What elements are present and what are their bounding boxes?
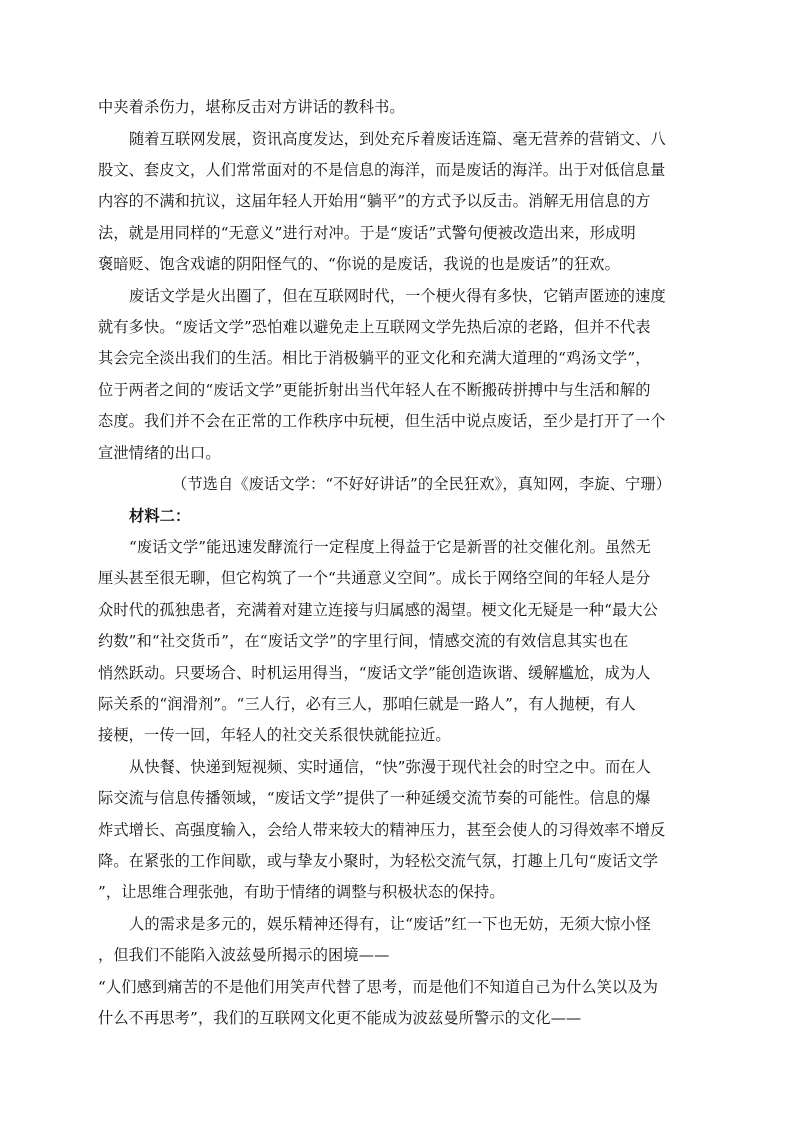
text-line: 股文、套皮文，人们常常面对的不是信息的海洋，而是废话的海洋。出于对低信息量 — [98, 161, 666, 179]
source-citation: （节选自《废话文学：“不好好讲话”的全民狂欢》，真知网，李旋、宁珊） — [172, 475, 672, 493]
text-line: 人的需求是多元的，娱乐精神还得有，让“废话”红一下也无妨，无须大惊小怪 — [129, 915, 651, 933]
text-line: 就有多快。“废话文学”恐怕难以避免走上互联网文学先热后凉的老路，但并不代表 — [98, 318, 651, 336]
text-line: 其会完全淡出我们的生活。相比于消极躺平的亚文化和充满大道理的“鸡汤文学”， — [98, 349, 651, 367]
text-line: 内容的不满和抗议，这届年轻人开始用“躺平”的方式予以反击。消解无用信息的方 — [98, 192, 651, 210]
text-line: 法，就是用同样的“无意义”进行对冲。于是“废话”式警句便被改造出来，形成明 — [98, 224, 636, 242]
text-line: 随着互联网发展，资讯高度发达，到处充斥着废话连篇、毫无营养的营销文、八 — [129, 130, 666, 148]
text-line: 众时代的孤独患者，充满着对建立连接与归属感的渴望。梗文化无疑是一种“最大公 — [98, 601, 659, 619]
text-line: 宣泄情绪的出口。 — [98, 444, 221, 462]
text-line: 降。在紧张的工作间歇，或与挚友小聚时，为轻松交流气氛，打趣上几句“废话文学 — [98, 852, 659, 870]
text-line: 中夹着杀伤力，堪称反击对方讲话的教科书。 — [98, 98, 405, 116]
text-line: 态度。我们并不会在正常的工作秩序中玩梗，但生活中说点废话，至少是打开了一个 — [98, 412, 666, 430]
text-line: 约数”和“社交货币”，在“废话文学”的字里行间，情感交流的有效信息其实也在 — [98, 632, 629, 650]
text-line: 接梗，一传一回，年轻人的社交关系很快就能拉近。 — [98, 726, 451, 744]
text-line: “废话文学”能迅速发酵流行一定程度上得益于它是新晋的社交催化剂。虽然无 — [129, 538, 651, 556]
text-line: 厘头甚至很无聊，但它构筑了一个“共通意义空间”。成长于网络空间的年轻人是分 — [98, 569, 651, 587]
text-line: 褒暗贬、饱含戏谑的阴阳怪气的、“你说的是废话，我说的也是废话”的狂欢。 — [98, 255, 620, 273]
text-line: 悄然跃动。只要场合、时机运用得当，“废话文学”能创造诙谐、缓解尴尬，成为人 — [98, 664, 651, 682]
section-heading: 材料二： — [129, 507, 191, 525]
text-line: 际交流与信息传播领域，“废话文学”提供了一种延缓交流节奏的可能性。信息的爆 — [98, 789, 651, 807]
text-line: ”，让思维合理张弛，有助于情绪的调整与积极状态的保持。 — [98, 883, 505, 901]
text-line: 从快餐、快递到短视频、实时通信，“快”弥漫于现代社会的时空之中。而在人 — [129, 758, 651, 776]
text-line: 位于两者之间的“废话文学”更能折射出当代年轻人在不断搬砖拼搏中与生活和解的 — [98, 381, 651, 399]
text-line: 废话文学是火出圈了，但在互联网时代，一个梗火得有多快，它销声匿迹的速度 — [129, 287, 666, 305]
text-line: “人们感到痛苦的不是他们用笑声代替了思考，而是他们不知道自己为什么笑以及为 — [98, 978, 659, 996]
text-line: 炸式增长、高强度输入，会给人带来较大的精神压力，甚至会使人的习得效率不增反 — [98, 821, 666, 839]
text-line: 什么不再思考”，我们的互联网文化更不能成为波兹曼所警示的文化—— — [98, 1009, 582, 1027]
text-line: ，但我们不能陷入波兹曼所揭示的困境—— — [98, 946, 390, 964]
text-line: 际关系的“润滑剂”。“三人行，必有三人，那咱仨就是一路人”，有人抛梗，有人 — [98, 695, 636, 713]
